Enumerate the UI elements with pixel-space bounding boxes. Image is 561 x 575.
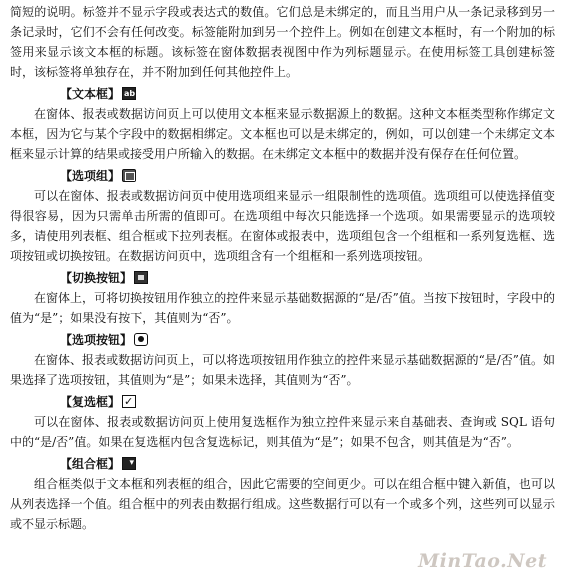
toggle-button-icon — [134, 271, 148, 284]
section-body-toggle-button: 在窗体上，可将切换按钮用作独立的控件来显示基础数据源的“是/否”值。当按下按钮时，字段中的值为“是”；如果没有按下，其值则为“否”。 — [10, 291, 555, 325]
section-heading-combo-box: 【组合框】▾ — [10, 454, 555, 474]
textbox-icon — [122, 87, 136, 100]
option-group-icon — [122, 169, 136, 182]
section-body-option-group: 可以在窗体、报表或数据访问页中使用选项组来显示一组限制性的选项值。选项组可以使选择值变得很容易，因为只需单击所需的值即可。在选项组中每次只能选择一个选项。如果需要显示的选项较多，请使用列表框、组合框或下拉列表框。在窗体或报表中，选项组包含一个组框和一系列复选框、选项按钮或切换按钮。在数据访问页中，选项组含有一个组框和一系列选项按钮。 — [10, 189, 555, 263]
document-page — [10, 2, 555, 534]
section-body-textbox: 在窗体、报表或数据访问页上可以使用文本框来显示数据源上的数据。这种文本框类型称作绑定文本框，因为它与某个字段中的数据相绑定。文本框也可以是未绑定的，例如，可以创建一个未绑定文本框来显示计算的结果或接受用户所输入的数据。在未绑定文本框中的数据并没有保存在任何位置。 — [10, 107, 555, 161]
watermark: MinTao.Net — [418, 550, 547, 572]
section-heading-textbox: 【文本框】ab — [10, 84, 555, 104]
section-heading-option-group: 【选项组】 — [10, 166, 555, 186]
intro-paragraph: 简短的说明。标签并不显示字段或表达式的数值。它们总是未绑定的，而且当用户从一条记录移到另一条记录时，它们不会有任何改变。标签能附加到另一个控件上。例如在创建文本框时，有一个附加的标签用来显示该文本框的标题。该标签在窗体数据表视图中作为列标题显示。在使用标签工具创建标签时，该标签将单独存在，并不附加到任何其他控件上。 — [10, 5, 555, 79]
combo-box-icon — [122, 457, 136, 470]
section-heading-option-button: 【选项按钮】 — [10, 330, 555, 350]
section-body-combo-box: 组合框类似于文本框和列表框的组合，因此它需要的空间更少。可以在组合框中键入新值，也可以从列表选择一个值。组合框中的列表由数据行组成。这些数据行可以有一个或多个列，这些列可以显示或不显示标题。 — [10, 477, 555, 531]
section-heading-checkbox: 【复选框】✓ — [10, 392, 555, 412]
section-body-checkbox: 可以在窗体、报表或数据访问页上使用复选框作为独立控件来显示来自基础表、查询或 SQL 语句中的“是/否”值。如果在复选框内包含复选标记，则其值为“是”；如果不包含，则其值是为“否”。 — [10, 415, 555, 449]
option-button-icon — [134, 333, 148, 346]
section-heading-toggle-button: 【切换按钮】 — [10, 268, 555, 288]
section-body-option-button: 在窗体、报表或数据访问页上，可以将选项按钮用作独立的控件来显示基础数据源的“是/否”值。如果选择了选项按钮，其值则为“是”；如果未选择，其值则为“否”。 — [10, 353, 555, 387]
checkbox-icon — [122, 395, 136, 408]
